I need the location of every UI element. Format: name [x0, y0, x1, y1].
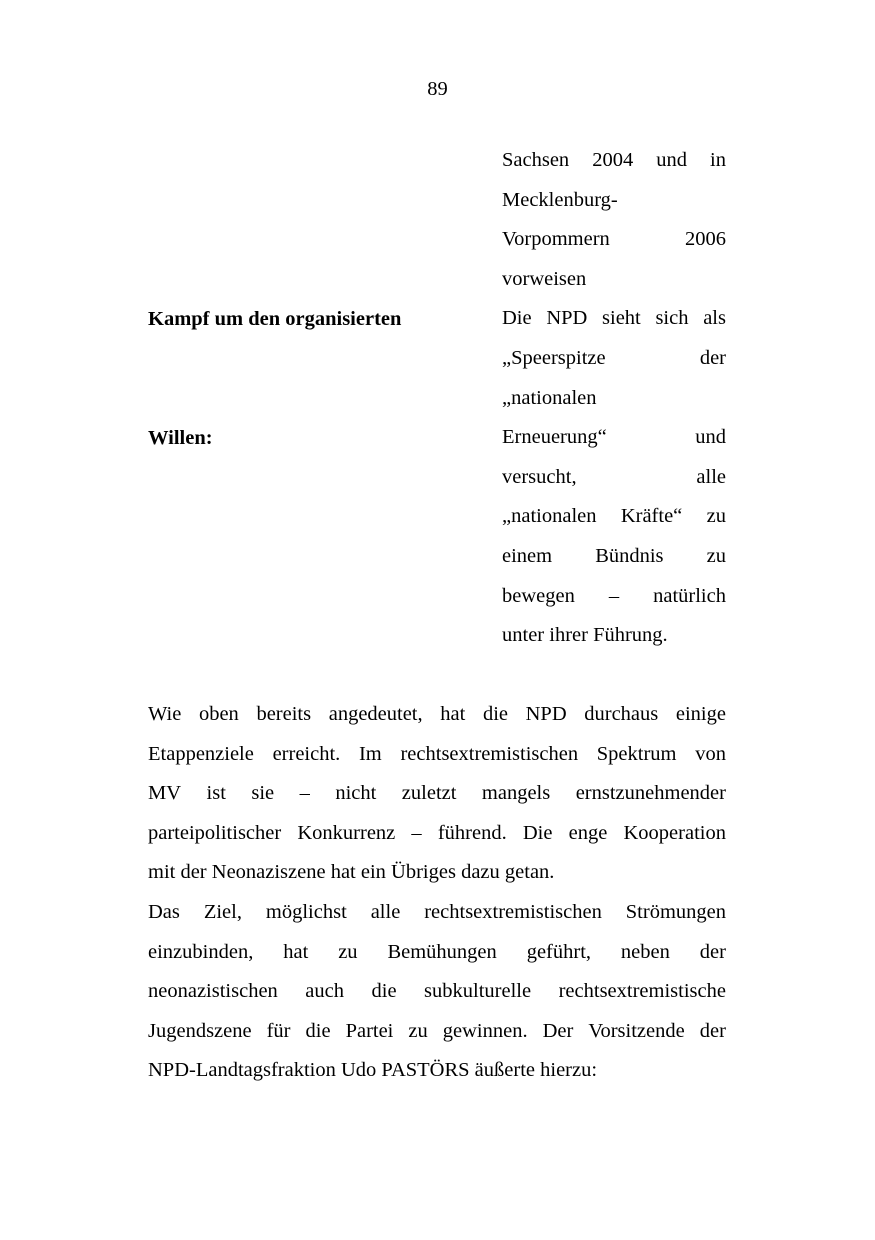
paragraph-line-3: MV ist sie – nicht zuletzt mangels ernstzunehmender	[148, 782, 726, 805]
paragraph-line-9: Jugendszene für die Partei zu gewinnen. Der Vorsitzende der	[148, 1019, 726, 1042]
paragraph-line-1: Wie oben bereits angedeutet, hat die NPD durchaus einige	[148, 703, 726, 725]
right-column-line-9: versucht, alle	[502, 465, 726, 488]
right-column-line-4: vorweisen	[502, 267, 587, 290]
right-column-line-8: Erneuerung“ und	[502, 426, 726, 449]
paragraph-line-8: neonazistischen auch die subkulturelle rechtsextremistische	[148, 980, 726, 1003]
right-column-line-5: Die NPD sieht sich als	[502, 307, 726, 330]
right-column-line-11: einem Bündnis zu	[502, 545, 726, 567]
right-column-line-3: Vorpommern 2006	[502, 228, 726, 251]
right-column-line-2: Mecklenburg-	[502, 188, 618, 211]
paragraph-line-2: Etappenziele erreicht. Im rechtsextremistischen Spektrum von	[148, 742, 726, 765]
paragraph-line-7: einzubinden, hat zu Bemühungen geführt, neben der	[148, 940, 726, 963]
right-column-line-12: bewegen – natürlich	[502, 584, 726, 607]
right-column-line-6: „Speerspitze der	[502, 347, 726, 369]
paragraph-line-10: NPD-Landtagsfraktion Udo PASTÖRS äußerte hierzu:	[148, 1059, 598, 1082]
paragraph-line-5: mit der Neonaziszene hat ein Übriges dazu getan.	[148, 861, 555, 884]
right-column-line-7: „nationalen	[502, 386, 597, 409]
right-column-line-13: unter ihrer Führung.	[502, 624, 668, 647]
paragraph-line-6: Das Ziel, möglichst alle rechtsextremistischen Strömungen	[148, 901, 726, 923]
right-column-line-1: Sachsen 2004 und in	[502, 149, 726, 171]
paragraph-line-4: parteipolitischer Konkurrenz – führend. Die enge Kooperation	[148, 821, 726, 844]
right-column-line-10: „nationalen Kräfte“ zu	[502, 505, 726, 528]
page-number: 89	[427, 78, 448, 100]
section-label-line-2: Willen:	[148, 427, 213, 449]
section-label-line-1: Kampf um den organisierten	[148, 308, 402, 330]
